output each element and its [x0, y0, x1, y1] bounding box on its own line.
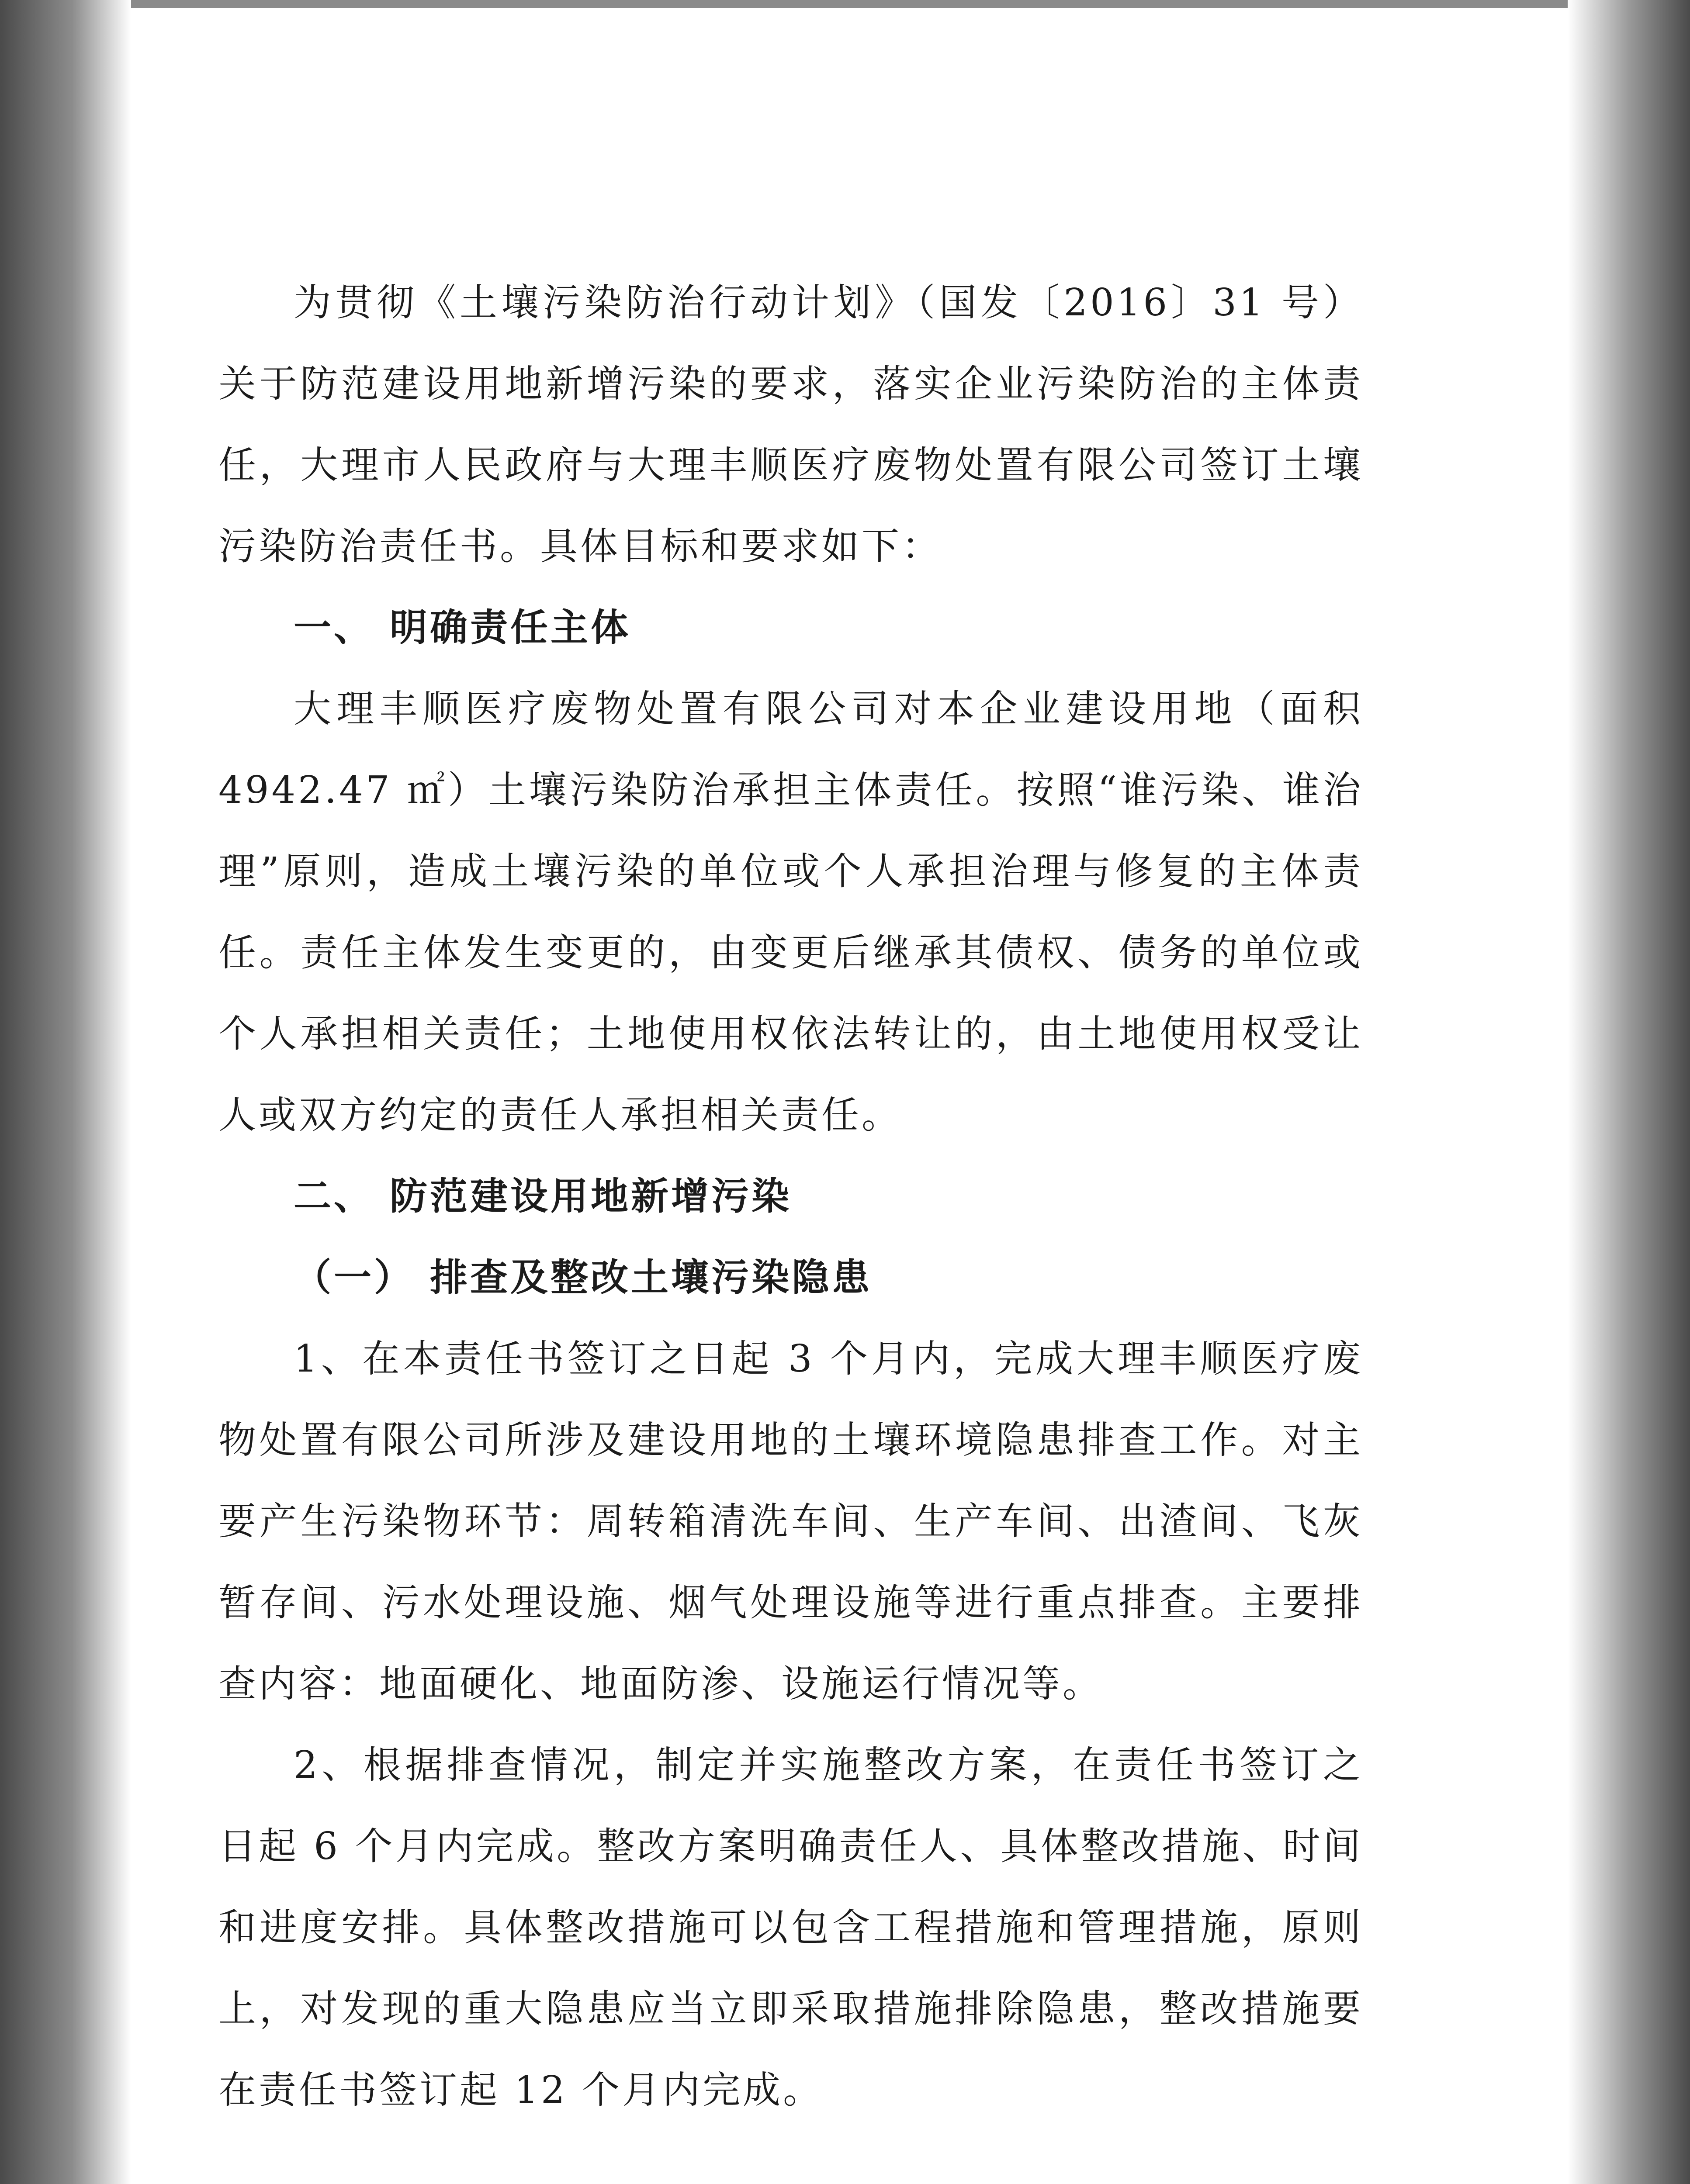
intro-paragraph: 为贯彻《土壤污染防治行动计划》（国发〔2016〕31 号）关于防范建设用地新增污染的要求，落实企业污染防治的主体责任，大理市人民政府与大理丰顺医疗废物处置有限公司签订土壤污染防治责任书。具体目标和要求如下：	[218, 281, 1363, 568]
scan-shadow-top	[131, 0, 1568, 8]
subsection-heading-2-1: （一） 排查及整改土壤污染隐患	[294, 1256, 872, 1299]
paragraph-item-1: 1、在本责任书签订之日起 3 个月内，完成大理丰顺医疗废物处置有限公司所涉及建设用地的土壤环境隐患排查工作。对主要产生污染物环节：周转箱清洗车间、生产车间、出渣间、飞灰暂存间、污水处理设施、烟气处理设施等进行重点排查。主要排查内容：地面硬化、地面防渗、设施运行情况等。	[218, 1337, 1363, 1706]
document-page	[218, 262, 1363, 2112]
section-heading-1: 一、 明确责任主体	[294, 606, 631, 650]
scan-shadow-right	[1568, 0, 1690, 2184]
section-heading-2: 二、 防范建设用地新增污染	[294, 1175, 792, 1218]
scan-shadow-left	[0, 0, 131, 2184]
paragraph-item-2: 2、根据排查情况，制定并实施整改方案，在责任书签订之日起 6 个月内完成。整改方案明确责任人、具体整改措施、时间和进度安排。具体整改措施可以包含工程措施和管理措施，原则上，对发现的重大隐患应当立即采取措施排除隐患，整改措施要在责任书签订起 12 个月内完成。	[218, 1743, 1363, 2112]
paragraph-responsibility: 大理丰顺医疗废物处置有限公司对本企业建设用地（面积 4942.47 ㎡）土壤污染防治承担主体责任。按照“谁污染、谁治理”原则，造成土壤污染的单位或个人承担治理与修复的主体责任。责任主体发生变更的，由变更后继承其债权、债务的单位或个人承担相关责任；土地使用权依法转让的，由土地使用权受让人或双方约定的责任人承担相关责任。	[218, 687, 1363, 1137]
